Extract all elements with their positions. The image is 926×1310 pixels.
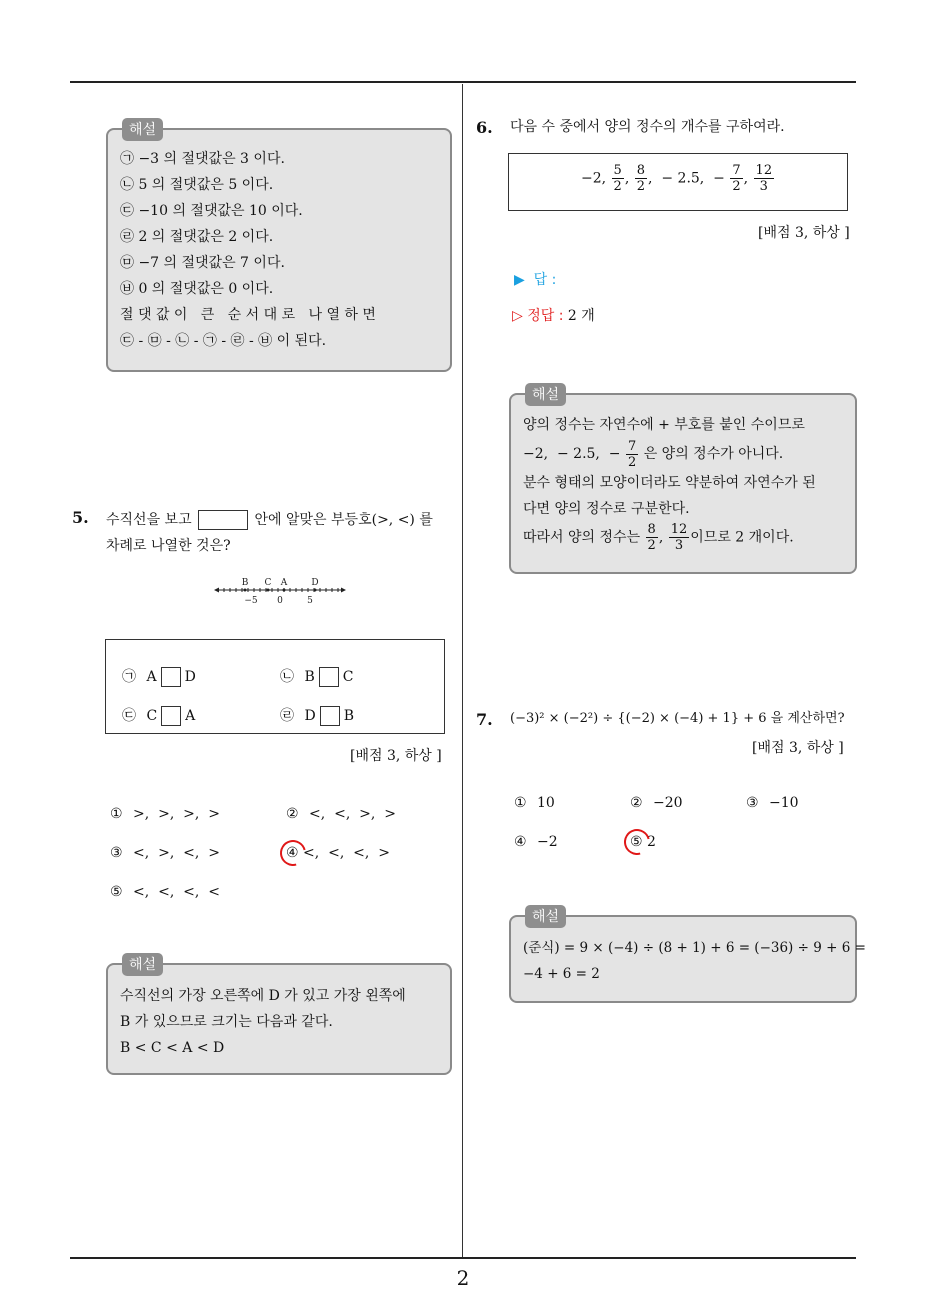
numerator: 12	[670, 522, 688, 537]
explanation-text: 따라서 양의 정수는	[523, 529, 641, 546]
choice-number: ③	[110, 845, 123, 861]
number-item: −2,	[581, 170, 607, 187]
explanation-line: B < C < A < D	[120, 1040, 225, 1056]
choice-text: −10	[769, 795, 799, 811]
number-line-tick-label: 5	[307, 596, 313, 606]
choice-4[interactable]	[286, 845, 390, 861]
explanation-line: ㉡ 5 의 절댓값은 5 이다.	[120, 177, 274, 193]
answer-label: ▶ 답 :	[514, 272, 557, 288]
option-item	[122, 666, 196, 687]
denominator: 2	[732, 179, 741, 194]
choice-text: −2	[537, 834, 558, 850]
option-item	[280, 666, 353, 687]
q5-options-box	[105, 639, 445, 734]
blank-box	[161, 706, 181, 726]
question-text-part: 차례로 나열한 것은?	[106, 538, 231, 554]
correct-answer	[512, 305, 595, 325]
denominator: 2	[613, 179, 622, 194]
question-text-part: 안에 알맞은 부등호(>, <) 를	[254, 512, 433, 528]
column-divider	[462, 84, 463, 1258]
numerator: 7	[732, 163, 741, 178]
explanation-text: 은 양의 정수가 아니다.	[643, 446, 784, 462]
question-text	[106, 507, 456, 559]
explanation-line: ㉠ −3 의 절댓값은 3 이다.	[120, 151, 285, 167]
option-label: ㉠	[122, 669, 136, 685]
option-right: D	[184, 669, 196, 685]
numerator: 12	[755, 163, 773, 178]
fraction	[754, 163, 775, 194]
option-item	[280, 705, 354, 726]
score-label: [배점 3, 하상 ]	[758, 225, 850, 241]
choice-4[interactable]	[514, 834, 558, 850]
choice-5[interactable]	[630, 834, 656, 850]
explanation-line: B 가 있으므로 크기는 다음과 같다.	[120, 1014, 333, 1030]
denominator: 2	[627, 454, 637, 470]
option-right: B	[343, 708, 354, 724]
choice-text: 10	[537, 795, 555, 811]
numerator: 8	[636, 163, 646, 178]
number-line-tick-label: 0	[277, 596, 283, 606]
choice-number: ①	[110, 806, 123, 822]
explanation-line: 절 댓 값 이 큰 순 서 대 로 나 열 하 면	[120, 307, 376, 323]
q6-explanation-box	[509, 387, 857, 574]
choice-number: ④	[286, 845, 299, 861]
explanation-line: 다면 양의 정수로 구분한다.	[523, 501, 690, 517]
explanation-tag: 해설	[525, 383, 566, 406]
explanation-line	[523, 438, 843, 470]
number-line-point-label: A	[280, 578, 288, 588]
denominator: 3	[759, 179, 768, 194]
explanation-line: −4 + 6 = 2	[523, 966, 600, 982]
number-line-point-label: B	[241, 578, 249, 588]
answer-blank-box	[198, 510, 248, 530]
choice-text: 2	[647, 834, 656, 850]
fraction	[635, 163, 647, 194]
denominator: 3	[674, 538, 684, 553]
choice-3[interactable]	[746, 795, 799, 811]
choice-number: ⑤	[110, 884, 123, 900]
correct-answer-value: 2 개	[567, 308, 595, 324]
option-right: A	[185, 708, 196, 724]
explanation-text: −2, − 2.5, −	[523, 446, 621, 462]
denominator: 2	[647, 538, 656, 553]
question-text: 다음 수 중에서 양의 정수의 개수를 구하여라.	[510, 119, 785, 135]
q7-explanation-box	[509, 909, 866, 1003]
choice-text: −20	[653, 795, 683, 811]
choice-text: <, >, <, >	[133, 845, 220, 861]
option-left: B	[304, 669, 315, 685]
choice-1[interactable]	[514, 795, 555, 811]
numerator: 5	[613, 163, 622, 178]
explanation-line: 따라서 양의 정수는 $\frac{8}{2}$ , $\frac{12}{3}$ 이므로 2 개이다.	[523, 522, 794, 553]
page-number: 2	[456, 1266, 470, 1290]
choice-5[interactable]	[110, 884, 220, 900]
explanation-line: ㉢ −10 의 절댓값은 10 이다.	[120, 203, 303, 219]
explanation-line: ㉤ −7 의 절댓값은 7 이다.	[120, 255, 285, 271]
option-left: C	[146, 708, 158, 724]
number-item: , − 2.5, −	[648, 170, 725, 187]
explanation-line: 수직선의 가장 오른쪽에 D 가 있고 가장 왼쪽에	[120, 988, 406, 1004]
numerator: 7	[627, 438, 637, 454]
choice-number: ⑤	[630, 834, 643, 850]
explanation-tag: 해설	[525, 905, 566, 928]
explanation-line: ㉥ 0 의 절댓값은 0 이다.	[120, 281, 274, 297]
choice-1[interactable]	[110, 806, 220, 822]
choice-text: <, <, <, <	[133, 884, 220, 900]
explanation-line: ㉣ 2 의 절댓값은 2 이다.	[120, 229, 274, 245]
blank-box	[319, 667, 339, 687]
blank-box	[320, 706, 340, 726]
question-text-part: 수직선을 보고	[106, 512, 192, 528]
q4-explanation-box	[106, 122, 452, 372]
question-text: (−3)² × (−2²) ÷ {(−2) × (−4) + 1} + 6 을 계산하면?	[510, 711, 845, 726]
choice-3[interactable]	[110, 845, 220, 861]
q5-explanation-box	[106, 957, 452, 1075]
explanation-line: 양의 정수는 자연수에 + 부호를 붙인 수이므로	[523, 417, 805, 433]
fraction	[730, 163, 742, 194]
correct-answer-label: ▷ 정답 :	[512, 308, 564, 324]
top-rule	[70, 81, 856, 83]
question-number: 5.	[72, 508, 89, 527]
explanation-line: (준식) = 9 × (−4) ÷ (8 + 1) + 6 = (−36) ÷ 9 + 6 =	[523, 940, 866, 956]
selected-choice-marker	[286, 845, 299, 861]
option-label: ㉡	[280, 669, 294, 685]
question-number: 7.	[476, 710, 493, 729]
selected-choice-marker	[630, 834, 643, 850]
choice-number: ③	[746, 795, 759, 811]
choice-text: >, >, >, >	[133, 806, 220, 822]
choice-text: <, <, >, >	[309, 806, 396, 822]
option-label: ㉢	[122, 708, 136, 724]
option-right: C	[342, 669, 354, 685]
explanation-line: ㉢ - ㉤ - ㉡ - ㉠ - ㉣ - ㉥ 이 된다.	[120, 333, 327, 349]
option-item	[122, 705, 195, 726]
explanation-text: 이므로 2 개이다.	[690, 529, 794, 546]
explanation-line: 분수 형태의 모양이더라도 약분하여 자연수가 된	[523, 475, 816, 491]
score-label: [배점 3, 하상 ]	[752, 740, 844, 756]
fraction	[612, 163, 624, 194]
q6-numbers-box	[508, 153, 848, 211]
choice-number: ②	[630, 795, 643, 811]
fraction	[646, 522, 658, 553]
explanation-tag: 해설	[122, 118, 163, 141]
option-left: A	[146, 669, 157, 685]
bottom-rule	[70, 1257, 856, 1259]
explanation-tag: 해설	[122, 953, 163, 976]
fraction	[669, 522, 690, 553]
red-circle-mark	[619, 824, 655, 860]
choice-number: ①	[514, 795, 527, 811]
choice-text: <, <, <, >	[303, 845, 390, 861]
number-line	[214, 576, 346, 608]
numerator: 8	[647, 522, 656, 537]
score-label: [배점 3, 하상 ]	[350, 748, 442, 764]
number-line-tick-label: −5	[244, 596, 258, 606]
red-circle-mark	[275, 835, 311, 871]
number-list: −2, $\frac{5}{2}$ , $\frac{8}{2}$ , − 2.5, − $\frac{7}{2}$ , $\frac{12}{3}$	[581, 163, 773, 194]
choice-number: ④	[514, 834, 527, 850]
choice-2[interactable]	[286, 806, 396, 822]
option-label: ㉣	[280, 708, 294, 724]
fraction	[626, 439, 638, 470]
number-line-point-label: D	[311, 578, 319, 588]
number-line-point-label: C	[264, 578, 272, 588]
option-left: D	[304, 708, 316, 724]
question-number: 6.	[476, 118, 493, 137]
choice-2[interactable]	[630, 795, 683, 811]
denominator: 2	[636, 179, 646, 194]
choice-number: ②	[286, 806, 299, 822]
blank-box	[161, 667, 181, 687]
